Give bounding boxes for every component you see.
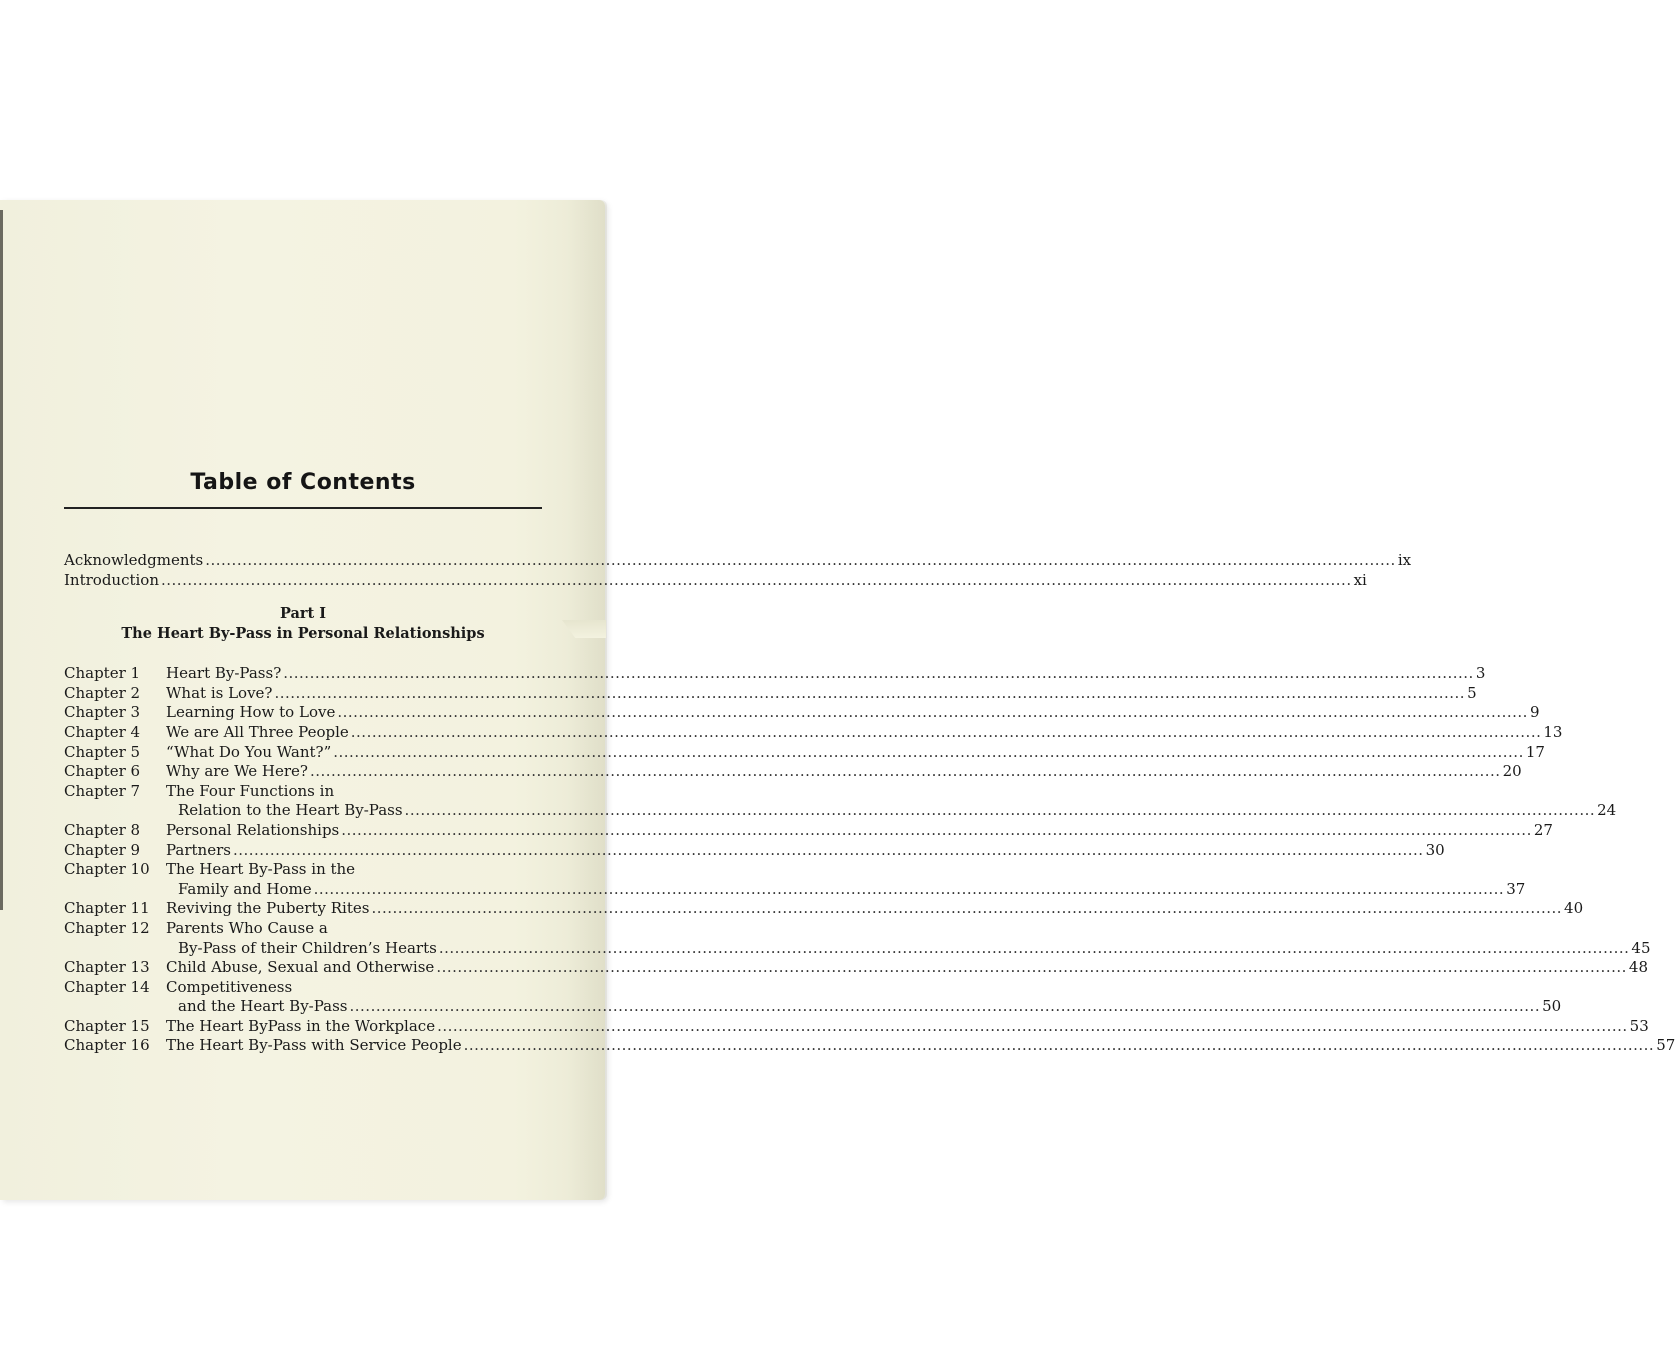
chapter-title: Relation to the Heart By-Pass (178, 801, 403, 820)
chapter-title-line (166, 841, 1445, 861)
chapter-title: Child Abuse, Sexual and Otherwise (166, 958, 435, 977)
page-number: 50 (1542, 997, 1562, 1016)
chapter-number: Chapter 6 (64, 762, 141, 781)
chapter-title-line (166, 939, 1651, 959)
chapter-title: and the Heart By-Pass (178, 997, 348, 1016)
page-number: 17 (1525, 742, 1545, 761)
chapter-title-block (166, 703, 1539, 723)
chapter-title-block (166, 1017, 1649, 1037)
chapter-title-line (166, 762, 1522, 782)
table-of-contents (64, 470, 1675, 1056)
leader-dots (233, 841, 1424, 861)
chapter-title-block (166, 723, 1562, 743)
chapter-title-line (166, 958, 1648, 978)
chapter-title-line (166, 743, 1545, 763)
chapter-number: Chapter 13 (64, 958, 150, 977)
chapter-title-line (166, 703, 1539, 723)
chapter-number: Chapter 12 (64, 918, 150, 937)
leader-dots (371, 899, 1562, 919)
chapter-title: Family and Home (178, 879, 312, 898)
chapter-number: Chapter 4 (64, 722, 141, 741)
chapter-title-line (166, 1017, 1649, 1037)
chapter-title-block (166, 821, 1553, 841)
chapter-title: Personal Relationships (166, 820, 340, 839)
front-matter-list (64, 551, 1412, 590)
page-number: 27 (1533, 820, 1553, 839)
page-number: 20 (1502, 762, 1522, 781)
toc-chapter-entry (64, 703, 1540, 723)
chapter-title: The Heart ByPass in the Workplace (166, 1016, 436, 1035)
chapter-title-line (166, 684, 1477, 704)
leader-dots (310, 762, 1501, 782)
chapter-title-block (166, 664, 1485, 684)
toc-chapter-entry (64, 683, 1477, 704)
chapter-number: Chapter 10 (64, 860, 150, 879)
page-number: 13 (1543, 722, 1563, 741)
chapter-number: Chapter 2 (64, 683, 141, 702)
chapter-title-line (166, 723, 1562, 743)
chapter-title-block (166, 978, 1561, 1017)
page-number: 5 (1467, 683, 1477, 702)
chapter-number: Chapter 3 (64, 703, 141, 722)
chapter-title-line (166, 880, 1525, 900)
chapter-title: The Four Functions in (166, 781, 335, 800)
toc-chapter-entry (64, 781, 1617, 821)
toc-chapter-entry (64, 1036, 1675, 1056)
chapter-title-block (166, 899, 1583, 919)
page-number: 57 (1656, 1036, 1675, 1055)
toc-chapter-entry (64, 664, 1486, 684)
toc-chapter-entry (64, 918, 1651, 958)
chapter-title: By-Pass of their Children’s Hearts (178, 938, 437, 957)
chapter-title: What is Love? (166, 683, 273, 702)
leader-dots (439, 939, 1630, 959)
chapter-title: Parents Who Cause a (166, 918, 328, 937)
chapter-number: Chapter 15 (64, 1016, 150, 1035)
chapter-title-line (166, 919, 1651, 939)
chapter-title: Learning How to Love (166, 703, 336, 722)
toc-entry-acknowledgments: Acknowledgments ..... ix (64, 551, 542, 571)
part-heading (64, 604, 542, 644)
chapter-list (64, 664, 1675, 1056)
toc-chapter-entry (64, 820, 1553, 841)
chapter-number: Chapter 14 (64, 977, 150, 996)
leader-dots (437, 1017, 1628, 1037)
toc-chapter-entry (64, 762, 1522, 782)
chapter-title-block (166, 860, 1525, 899)
chapter-number: Chapter 7 (64, 781, 141, 800)
binding-edge (0, 210, 3, 910)
leader-dots (337, 703, 1528, 723)
chapter-number: Chapter 1 (64, 664, 141, 683)
chapter-title-block (166, 841, 1445, 861)
leader-dots (350, 997, 1541, 1017)
leader-dots (205, 551, 1396, 571)
page-number: 30 (1425, 840, 1445, 859)
chapter-number: Chapter 9 (64, 840, 141, 859)
chapter-title-block (166, 1036, 1675, 1056)
chapter-title-line (166, 821, 1553, 841)
toc-chapter-entry (64, 722, 1563, 743)
chapter-title-line (166, 664, 1485, 684)
leader-dots (436, 958, 1627, 978)
chapter-title: The Heart By-Pass in the (166, 860, 356, 879)
chapter-title: “What Do You Want?” (166, 742, 332, 761)
toc-entry-introduction: Introduction ..... xi (64, 571, 542, 591)
leader-dots (405, 801, 1596, 821)
part-title: The Heart By-Pass in Personal Relationships (121, 625, 485, 643)
chapter-title-line (166, 782, 1616, 802)
toc-chapter-entry (64, 958, 1648, 978)
chapter-title: Competitiveness (166, 977, 293, 996)
chapter-title-line (166, 899, 1583, 919)
page-number: 9 (1529, 703, 1540, 722)
page-number: 24 (1597, 801, 1617, 820)
chapter-number: Chapter 11 (64, 899, 150, 918)
toc-chapter-entry (64, 977, 1562, 1017)
page-title: Table of Contents (64, 470, 542, 509)
part-label: Part I (279, 605, 327, 623)
toc-chapter-entry (64, 860, 1526, 899)
chapter-title: The Heart By-Pass with Service People (166, 1036, 462, 1055)
chapter-title: Why are We Here? (166, 762, 308, 781)
toc-chapter-entry (64, 1016, 1649, 1037)
page-number: 45 (1631, 938, 1651, 957)
chapter-title-line (166, 801, 1616, 821)
leader-dots (274, 684, 1465, 704)
chapter-number: Chapter 5 (64, 742, 141, 761)
chapter-title-block (166, 684, 1477, 704)
chapter-title-block (166, 762, 1522, 782)
page-number: 3 (1475, 664, 1486, 683)
chapter-title: Partners (166, 840, 231, 859)
chapter-title-line (166, 997, 1561, 1017)
chapter-title: Heart By-Pass? (166, 664, 282, 683)
leader-dots (351, 723, 1542, 743)
chapter-title-line (166, 1036, 1675, 1056)
leader-dots (161, 571, 1352, 591)
chapter-number: Chapter 8 (64, 820, 141, 839)
page-number: 48 (1628, 958, 1648, 977)
chapter-title: We are All Three People (166, 722, 349, 741)
leader-dots (314, 880, 1505, 900)
toc-chapter-entry (64, 899, 1584, 919)
toc-chapter-entry (64, 840, 1445, 861)
leader-dots (464, 1036, 1655, 1056)
page-number: 40 (1564, 899, 1584, 918)
leader-dots (333, 743, 1524, 763)
page-number: 53 (1629, 1016, 1649, 1035)
leader-dots (341, 821, 1532, 841)
leader-dots (283, 664, 1474, 684)
chapter-title-block (166, 958, 1648, 978)
chapter-title: Reviving the Puberty Rites (166, 899, 370, 918)
chapter-number: Chapter 16 (64, 1036, 150, 1055)
chapter-title-line (166, 978, 1561, 998)
toc-chapter-entry (64, 742, 1545, 763)
chapter-title-block (166, 919, 1651, 958)
chapter-title-block (166, 782, 1616, 821)
chapter-title-line (166, 860, 1525, 880)
page-number: 37 (1506, 879, 1526, 898)
chapter-title-block (166, 743, 1545, 763)
